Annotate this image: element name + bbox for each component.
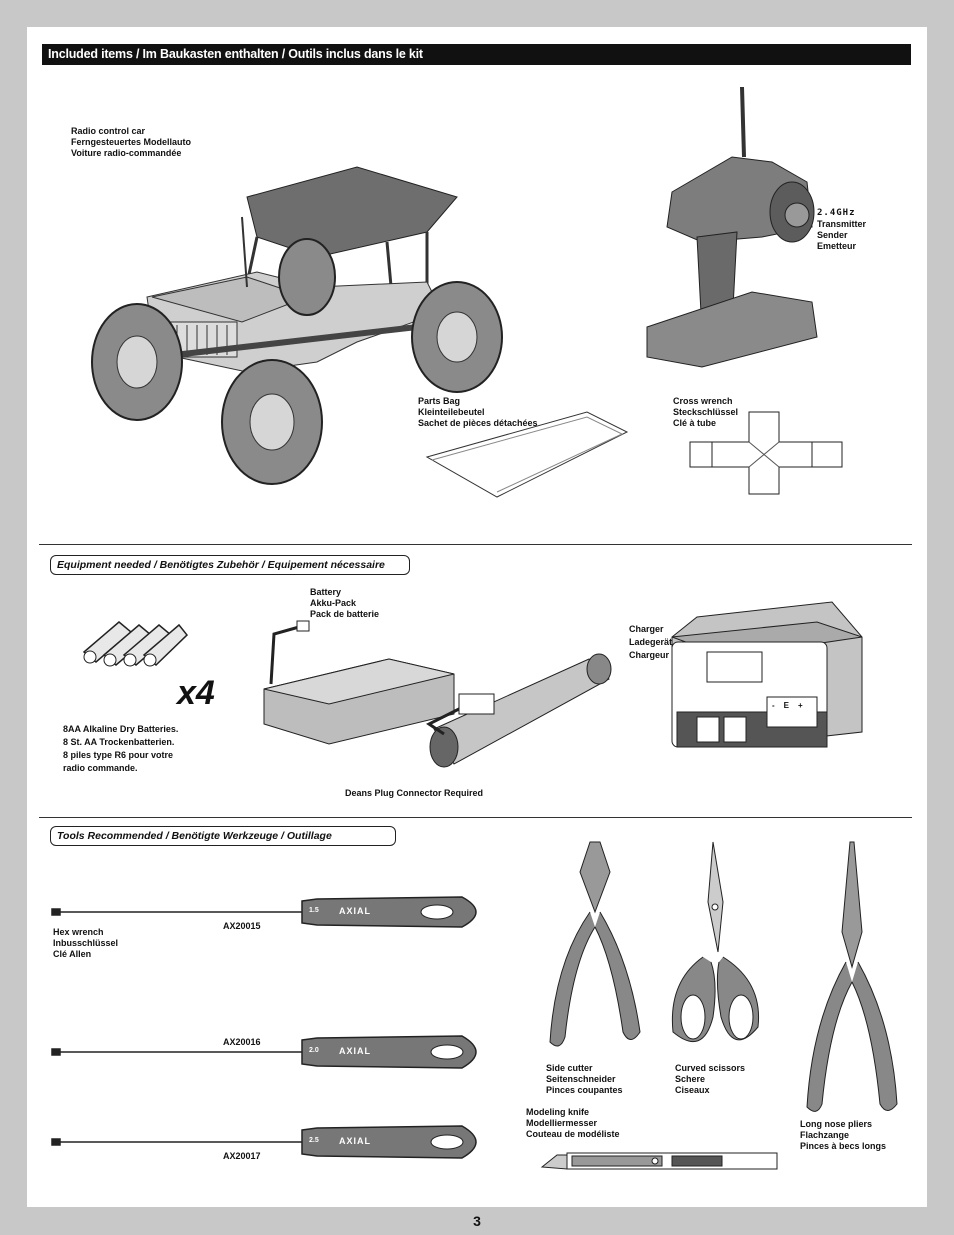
parts-bag-illustration (427, 402, 632, 502)
hex-wrench-label: Hex wrench Inbusschlüssel Clé Allen (53, 927, 119, 959)
charger-buttons (772, 701, 803, 710)
car-label: Radio control car Ferngesteuertes Modellauto Voiture radio-commandée (71, 126, 192, 158)
charger-label: Charger Ladegerät Chargeur (629, 624, 673, 660)
charger-plus-button: + (798, 701, 803, 710)
transmitter-label: 2.4GHz Transmitter Sender Emetteur (817, 208, 867, 251)
charger-enter-button: E (783, 701, 790, 710)
pliers-label: Long nose pliers Flachzange Pinces à becs longs (800, 1119, 887, 1151)
battery-label: Battery Akku-Pack Pack de batterie (310, 587, 380, 619)
parts-bag-label: Parts Bag Kleinteilebeutel Sachet de pièces détachées (418, 396, 538, 428)
battery-pack-illustration (259, 619, 624, 779)
handle-brand-3: AXIAL (339, 1136, 371, 1146)
wrench-size-2: 2.0 (309, 1047, 319, 1054)
scissors-label: Curved scissors Schere Ciseaux (675, 1063, 746, 1095)
aa-multiplier: x4 (177, 674, 215, 712)
aa-batteries-illustration (79, 617, 189, 667)
cross-wrench-illustration (687, 412, 847, 497)
long-nose-pliers-illustration (802, 842, 902, 1117)
modeling-knife-illustration (542, 1147, 782, 1177)
wrench-size-1: 1.5 (309, 907, 319, 914)
page-number: 3 (473, 1213, 481, 1229)
charger-illustration (667, 597, 882, 752)
wrench-code-3: AX20017 (223, 1151, 261, 1161)
knife-label: Modeling knife Modelliermesser Couteau de modéliste (526, 1107, 620, 1139)
included-items-banner: Included items / Im Baukasten enthalten / Outils inclus dans le kit (42, 44, 911, 65)
charger-minus-button: - (772, 701, 775, 710)
deans-plug-note: Deans Plug Connector Required (345, 788, 484, 798)
manual-page (27, 27, 927, 1207)
aa-battery-note: 8AA Alkaline Dry Batteries. 8 St. AA Trockenbatterien. 8 piles type R6 pour votre radio commande. (63, 724, 179, 773)
section-divider-2 (39, 817, 912, 818)
handle-brand-2: AXIAL (339, 1046, 371, 1056)
wrench-size-3: 2.5 (309, 1137, 319, 1144)
cross-wrench-label: Cross wrench Steckschlüssel Clé à tube (673, 396, 739, 428)
curved-scissors-illustration (663, 842, 773, 1057)
side-cutter-illustration (545, 842, 645, 1057)
side-cutter-label: Side cutter Seitenschneider Pinces coupantes (546, 1063, 623, 1095)
wrench-code-2: AX20016 (223, 1037, 261, 1047)
transmitter-illustration (642, 87, 832, 367)
tools-recommended-heading: Tools Recommended / Benötigte Werkzeuge / Outillage (50, 826, 396, 846)
wrench-code-1: AX20015 (223, 921, 261, 931)
equipment-needed-heading: Equipment needed / Benötigtes Zubehör / Equipement nécessaire (50, 555, 410, 575)
handle-brand-1: AXIAL (339, 906, 371, 916)
section-divider-1 (39, 544, 912, 545)
